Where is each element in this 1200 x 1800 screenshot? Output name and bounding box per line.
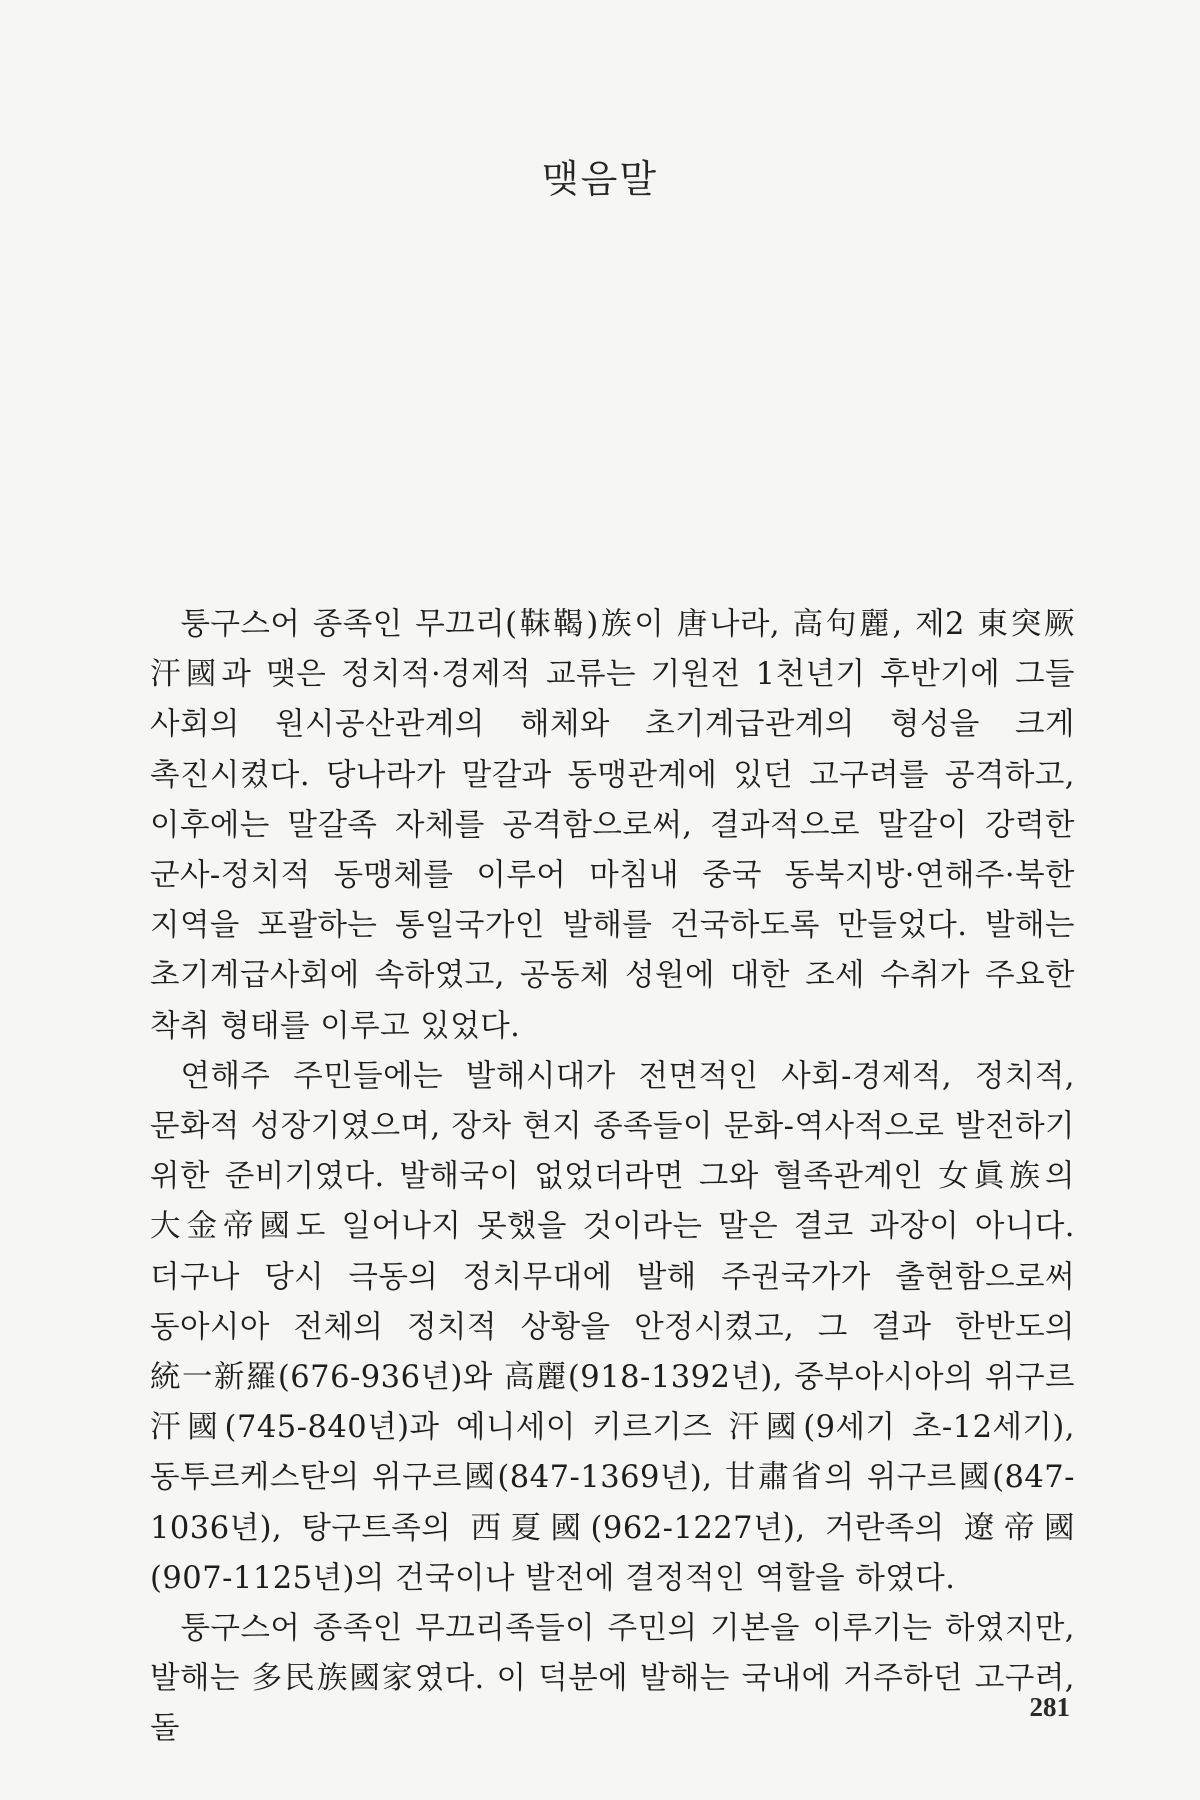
paragraph-1: 퉁구스어 종족인 무끄리(靺鞨)族이 唐나라, 高句麗, 제2 東突厥 汗國과 맺은 정치적·경제적 교류는 기원전 1천년기 후반기에 그들 사회의 원시공산관계의 해체와 초기계급관계의 형성을 크게 촉진시켰다. 당나라가 말갈과 동맹관계에 있던 고구려를 공격하고, 이후에는 말갈족 자체를 공격함으로써, 결과적으로 말갈이 강력한 군사-정치적 동맹체를 이루어 마침내 중국 동북지방·연해주·북한 지역을 포괄하는 통일국가인 발해를 건국하도록 만들었다. 발해는 초기계급사회에 속하였고, 공동체 성원에 대한 조세 수취가 주요한 착취 형태를 이루고 있었다.: [150, 607, 1075, 1044]
paragraph-3: 퉁구스어 종족인 무끄리족들이 주민의 기본을 이루기는 하였지만, 발해는 多民族國家였다. 이 덕분에 발해는 국내에 거주하던 고구려, 돌: [150, 1611, 1075, 1747]
chapter-title: 맺음말: [541, 157, 659, 201]
page-number: 281: [1029, 1692, 1070, 1722]
body-text: [150, 600, 1075, 1755]
paragraph-2: 연해주 주민들에는 발해시대가 전면적인 사회-경제적, 정치적, 문화적 성장기였으며, 장차 현지 종족들이 문화-역사적으로 발전하기 위한 준비기였다. 발해국이 없었더라면 그와 혈족관계인 女眞族의 大金帝國도 일어나지 못했을 것이라는 말은 결코 과장이 아니다. 더구나 당시 극동의 정치무대에 발해 주권국가가 출현함으로써 동아시아 전체의 정치적 상황을 안정시켰고, 그 결과 한반도의 統一新羅(676-936년)와 高麗(918-1392년), 중부아시아의 위구르 汗國(745-840년)과 예니세이 키르기즈 汗國(9세기 초-12세기), 동투르케스탄의 위구르國(847-1369년), 甘肅省의 위구르國(847-1036년), 탕구트족의 西夏國(962-1227년), 거란족의 遼帝國(907-1125년)의 건국이나 발전에 결정적인 역할을 하였다.: [150, 1058, 1075, 1596]
